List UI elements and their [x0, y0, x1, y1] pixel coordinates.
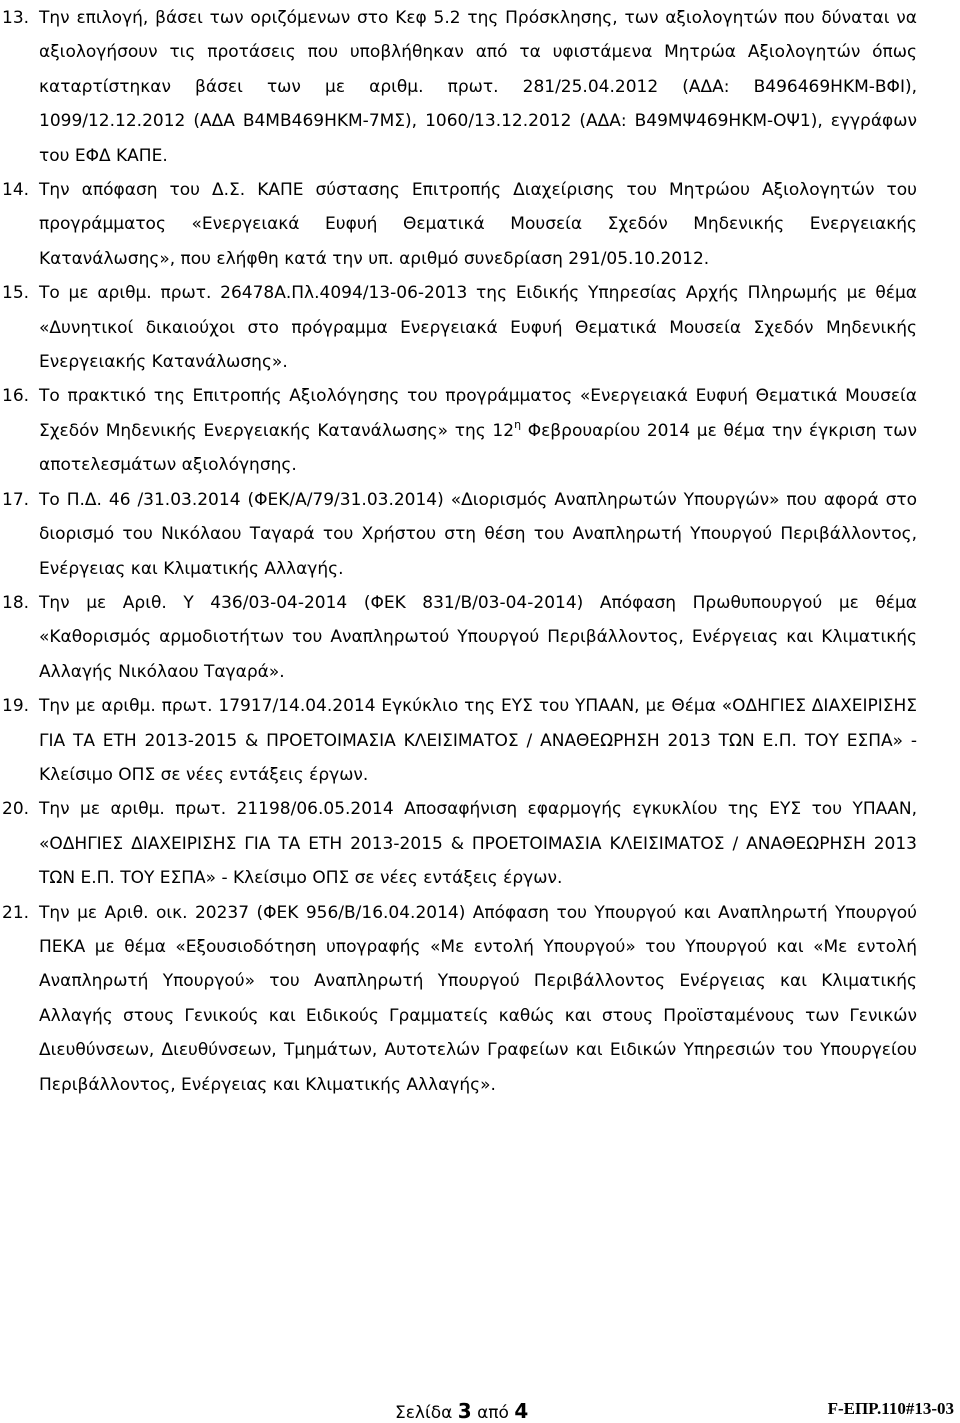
page-footer [0, 1397, 960, 1423]
total-pages-number: 4 [514, 1399, 529, 1423]
list-item [0, 689, 960, 792]
list-item [0, 1, 960, 173]
document-code: F-ΕΠΡ.110#13-03 [827, 1399, 954, 1418]
item-text: Την με αριθμ. πρωτ. 21198/06.05.2014 Αποσαφήνιση εφαρμογής εγκυκλίου της ΕΥΣ του ΥΠΑΑΝ, «ΟΔΗΓΙΕΣ ΔΙΑΧΕΙΡΙΣΗΣ ΓΙΑ ΤΑ ΕΤΗ 2013-2015 & ΠΡΟΕΤΟΙΜΑΣΙΑ ΚΛΕΙΣΙΜΑΤΟΣ / ΑΝΑΘΕΩΡΗΣΗ 2013 ΤΩΝ Ε.Π. ΤΟΥ ΕΣΠΑ» - Κλείσιμο ΟΠΣ σε νέες εντάξεις έργων. [39, 799, 917, 889]
item-number: 15. [2, 283, 30, 304]
numbered-list [0, 1, 960, 1102]
item-number: 14. [2, 180, 30, 201]
item-number: 19. [2, 696, 30, 717]
ordinal-superscript: η [514, 417, 522, 431]
page-word: Σελίδα [395, 1403, 453, 1423]
item-text-part: Φεβρουαρίου 2014 με θέμα την έγκριση των αποτελεσμάτων αξιολόγησης. [39, 420, 917, 476]
item-text: Την απόφαση του Δ.Σ. ΚΑΠΕ σύστασης Επιτροπής Διαχείρισης του Μητρώου Αξιολογητών του προγράμματος «Ενεργειακά Ευφυή Θεματικά Μουσεία Σχεδόν Μηδενικής Ενεργειακής Κατανάλωσης», που ελήφθη κατά την υπ. αριθμό συνεδρίαση 291/05.10.2012. [39, 180, 917, 269]
page-of-word: από [477, 1403, 509, 1423]
list-item [0, 586, 960, 689]
item-number: 18. [2, 592, 30, 613]
list-item [0, 379, 960, 482]
item-text: Το Π.Δ. 46 /31.03.2014 (ΦΕΚ/Α/79/31.03.2014) «Διορισμός Αναπληρωτών Υπουργών» που αφορά στο διορισμό του Νικόλαου Ταγαρά του Χρήστου στη θέση του Αναπληρωτή Υπουργού Περιβάλλοντος, Ενέργειας και Κλιματικής Αλλαγής. [39, 489, 917, 579]
current-page-number: 3 [457, 1399, 472, 1423]
list-item [0, 173, 960, 276]
item-number: 20. [2, 799, 30, 820]
page-number-label [395, 1399, 528, 1423]
item-number: 16. [2, 386, 30, 407]
item-number: 17. [2, 489, 30, 510]
list-item [0, 896, 960, 1102]
item-text: Το με αριθμ. πρωτ. 26478Α.Πλ.4094/13-06-2013 της Ειδικής Υπηρεσίας Αρχής Πληρωμής με θέμα «Δυνητικοί δικαιούχοι στο πρόγραμμα Ενεργειακά Ευφυή Θεματικά Μουσεία Σχεδόν Μηδενικής Ενεργειακής Κατανάλωσης». [39, 283, 917, 373]
list-item [0, 792, 960, 895]
item-number: 21. [2, 902, 30, 923]
list-item [0, 276, 960, 379]
item-text: Την με αριθμ. πρωτ. 17917/14.04.2014 Εγκύκλιο της ΕΥΣ του ΥΠΑΑΝ, με Θέμα «ΟΔΗΓΙΕΣ ΔΙΑΧΕΙΡΙΣΗΣ ΓΙΑ ΤΑ ΕΤΗ 2013-2015 & ΠΡΟΕΤΟΙΜΑΣΙΑ ΚΛΕΙΣΙΜΑΤΟΣ / ΑΝΑΘΕΩΡΗΣΗ 2013 ΤΩΝ Ε.Π. ΤΟΥ ΕΣΠΑ» - Κλείσιμο ΟΠΣ σε νέες εντάξεις έργων. [39, 696, 917, 785]
list-item [0, 483, 960, 586]
item-text-part: Το πρακτικό της Επιτροπής Αξιολόγησης του προγράμματος «Ενεργειακά Ευφυή Θεματικά Μουσεία Σχεδόν Μηδενικής Ενεργειακής Κατανάλωσης» της 12 [39, 386, 917, 441]
item-number: 13. [2, 8, 30, 28]
item-text: Την με Αριθ. Υ 436/03-04-2014 (ΦΕΚ 831/Β/03-04-2014) Απόφαση Πρωθυπουργού με θέμα «Καθορισμός αρμοδιοτήτων του Αναπληρωτού Υπουργού Περιβάλλοντος, Ενέργειας και Κλιματικής Αλλαγής Νικόλαου Ταγαρά». [39, 592, 917, 682]
item-text [39, 379, 917, 482]
item-text: Την με Αριθ. οικ. 20237 (ΦΕΚ 956/Β/16.04.2014) Απόφαση του Υπουργού και Αναπληρωτή Υπουργού ΠΕΚΑ με θέμα «Εξουσιοδότηση υπογραφής «Με εντολή Υπουργού» του Υπουργού και «Με εντολή Αναπληρωτή Υπουργού» του Αναπληρωτή Υπουργού Περιβάλλοντος Ενέργειας και Κλιματικής Αλλαγής στους Γενικούς και Ειδικούς Γραμματείς καθώς και στους Προϊσταμένους των Γενικών Διευθύνσεων, Διευθύνσεων, Τμημάτων, Αυτοτελών Γραφείων και Ειδικών Υπηρεσιών του Υπουργείου Περιβάλλοντος, Ενέργειας και Κλιματικής Αλλαγής». [39, 902, 917, 1095]
item-text: Την επιλογή, βάσει των οριζόμενων στο Κεφ 5.2 της Πρόσκλησης, των αξιολογητών που δύναται να αξιολογήσουν τις προτάσεις που υποβλήθηκαν από τα υφιστάμενα Μητρώα Αξιολογητών όπως καταρτίστηκαν βάσει των με αριθμ. πρωτ. 281/25.04.2012 (ΑΔΑ: Β496469ΗΚΜ-ΒΦΙ), 1099/12.12.2012 (ΑΔΑ Β4ΜΒ469ΗΚΜ-7ΜΣ), 1060/13.12.2012 (ΑΔΑ: Β49ΜΨ469ΗΚΜ-ΟΨ1), εγγράφων του ΕΦΔ ΚΑΠΕ. [39, 8, 917, 166]
